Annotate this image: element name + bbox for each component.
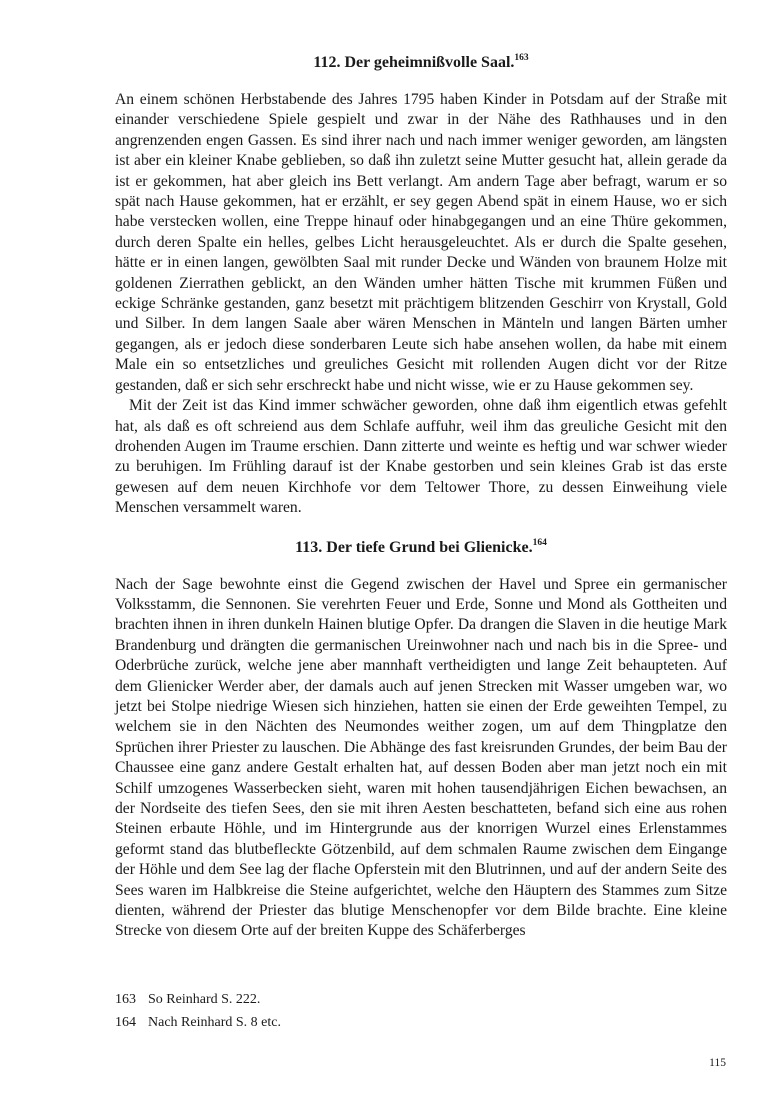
section-title: 112. Der geheimnißvolle Saal.$^{163}$	[313, 53, 529, 71]
footnote-number: 163	[115, 992, 136, 1007]
footnote-text: Nach Reinhard S. 8 etc.	[148, 1015, 281, 1030]
footnote-number: 164	[115, 1015, 136, 1030]
footnote-ref[interactable]: 163	[514, 53, 529, 63]
paragraph: Mit der Zeit ist das Kind immer schwächer geworden, ohne daß ihm eigentlich etwas gefehlt hat, als daß es oft schreiend aus dem Schlafe auffuhr, weil ihm das greuliche Gesicht mit den drohenden Augen im Traume erschien. Dann zitterte und weinte es heftig und war schwer wieder zu beruhigen. Im Frühling darauf ist der Knabe gestorben und sein kleines Grab ist das erste gewesen auf dem neuen Kirchhofe vor dem Teltower Thore, zu dessen Einweihung viele Menschen versammelt waren.	[115, 397, 727, 517]
section-113	[115, 537, 727, 942]
footnote	[115, 1011, 727, 1034]
page-number: 115	[709, 1057, 726, 1069]
footnote	[115, 988, 727, 1011]
section-title: 113. Der tiefe Grund bei Glienicke.$^{164}$	[295, 537, 547, 556]
footnote-text: So Reinhard S. 222.	[148, 992, 261, 1007]
section-112	[115, 52, 727, 519]
paragraph: An einem schönen Herbstabende des Jahres 1795 haben Kinder in Potsdam auf der Straße mit einander verschiedene Spiele gespielt und zwar in der Nähe des Rathhauses und in den angrenzenden engen Gassen. Es sind ihrer nach und nach immer weniger geworden, am längsten ist aber ein kleiner Knabe geblieben, so daß ihn zuletzt seine Mutter gesucht hat, allein gerade da ist er gekommen, hat aber gleich ins Bett verlangt. Am andern Tage aber befragt, warum er so spät nach Hause gekommen, hat er erzählt, er sey gegen Abend spät in einem Hause, wo er sich habe verstecken wollen, eine Treppe hinauf oder hinabgegangen und an eine Thüre gekommen, durch deren Spalte ein helles, gelbes Licht herausgeleuchtet. Als er durch die Spalte gesehen, hätte er in einen langen, gewölbten Saal mit runder Decke und Wänden von braunem Holze mit goldenen Zierrathen geblickt, an den Wänden umher hätten Tische mit krummen Füßen und eckige Schränke gestanden, ganz besetzt mit prächtigem blitzenden Geschirr von Krystall, Gold und Silber. In dem langen Saale aber wären Menschen in Mänteln und langen Bärten umher gegangen, als er jedoch diese sonderbaren Leute sich habe ansehen wollen, da habe mit einem Male ein so entsetzliches und greuliches Gesicht mit rollenden Augen dicht vor der Ritze gestanden, daß er sich sehr erschreckt habe und nicht wisse, wie er zu Hause gekommen sey.	[115, 91, 727, 394]
paragraph: Nach der Sage bewohnte einst die Gegend zwischen der Havel und Spree ein germanischer Volksstamm, die Sennonen. Sie verehrten Feuer und Erde, Sonne und Mond als Gottheiten und brachten ihnen in ihren dunkeln Hainen blutige Opfer. Da drangen die Slaven in die heutige Mark Brandenburg und drängten die germanischen Ureinwohner nach und nach bis in die Spree- und Oderbrüche zurück, welche jene aber mannhaft vertheidigten und lange Zeit behaupteten. Auf dem Glienicker Werder aber, der damals auch auf jenen Strecken mit Wasser umgeben war, wo jetzt bei Stolpe niedrige Wiesen sich hinziehen, hatten sie einen der Erde geweihten Tempel, zu welchem sie in den Nächten des Neumondes weither zogen, um auf dem Thingplatze den Sprüchen ihrer Priester zu lauschen. Die Abhänge des fast kreisrunden Grundes, der beim Bau der Chaussee eine ganz andere Gestalt erhalten hat, auf dessen Boden aber man jetzt noch ein mit Schilf umzogenes Wasserbecken sieht, waren mit hohen tausendjährigen Eichen bewachsen, an der Nordseite des tiefen Sees, den sie mit ihren Aesten beschatteten, befand sich eine aus rohen Steinen erbaute Höhle, und im Hintergrunde aus der knorrigen Wurzel eines Erlenstammes geformt stand das blutbefleckte Götzenbild, auf dem schmalen Raume zwischen dem Eingange der Höhle und dem See lag der flache Opferstein mit den Blutrinnen, und auf der andern Seite des Sees waren im Halbkreise die Steine aufgerichtet, welche den Häuptern des Stammes zum Sitze dienten, während der Priester das blutige Menschenopfer vor dem Bilde brachte. Eine kleine Strecke von diesem Orte auf der breiten Kuppe des Schäferberges	[115, 575, 727, 940]
page-body	[115, 52, 727, 942]
footnote-ref[interactable]: 164	[532, 537, 547, 548]
footnotes	[115, 988, 727, 1034]
